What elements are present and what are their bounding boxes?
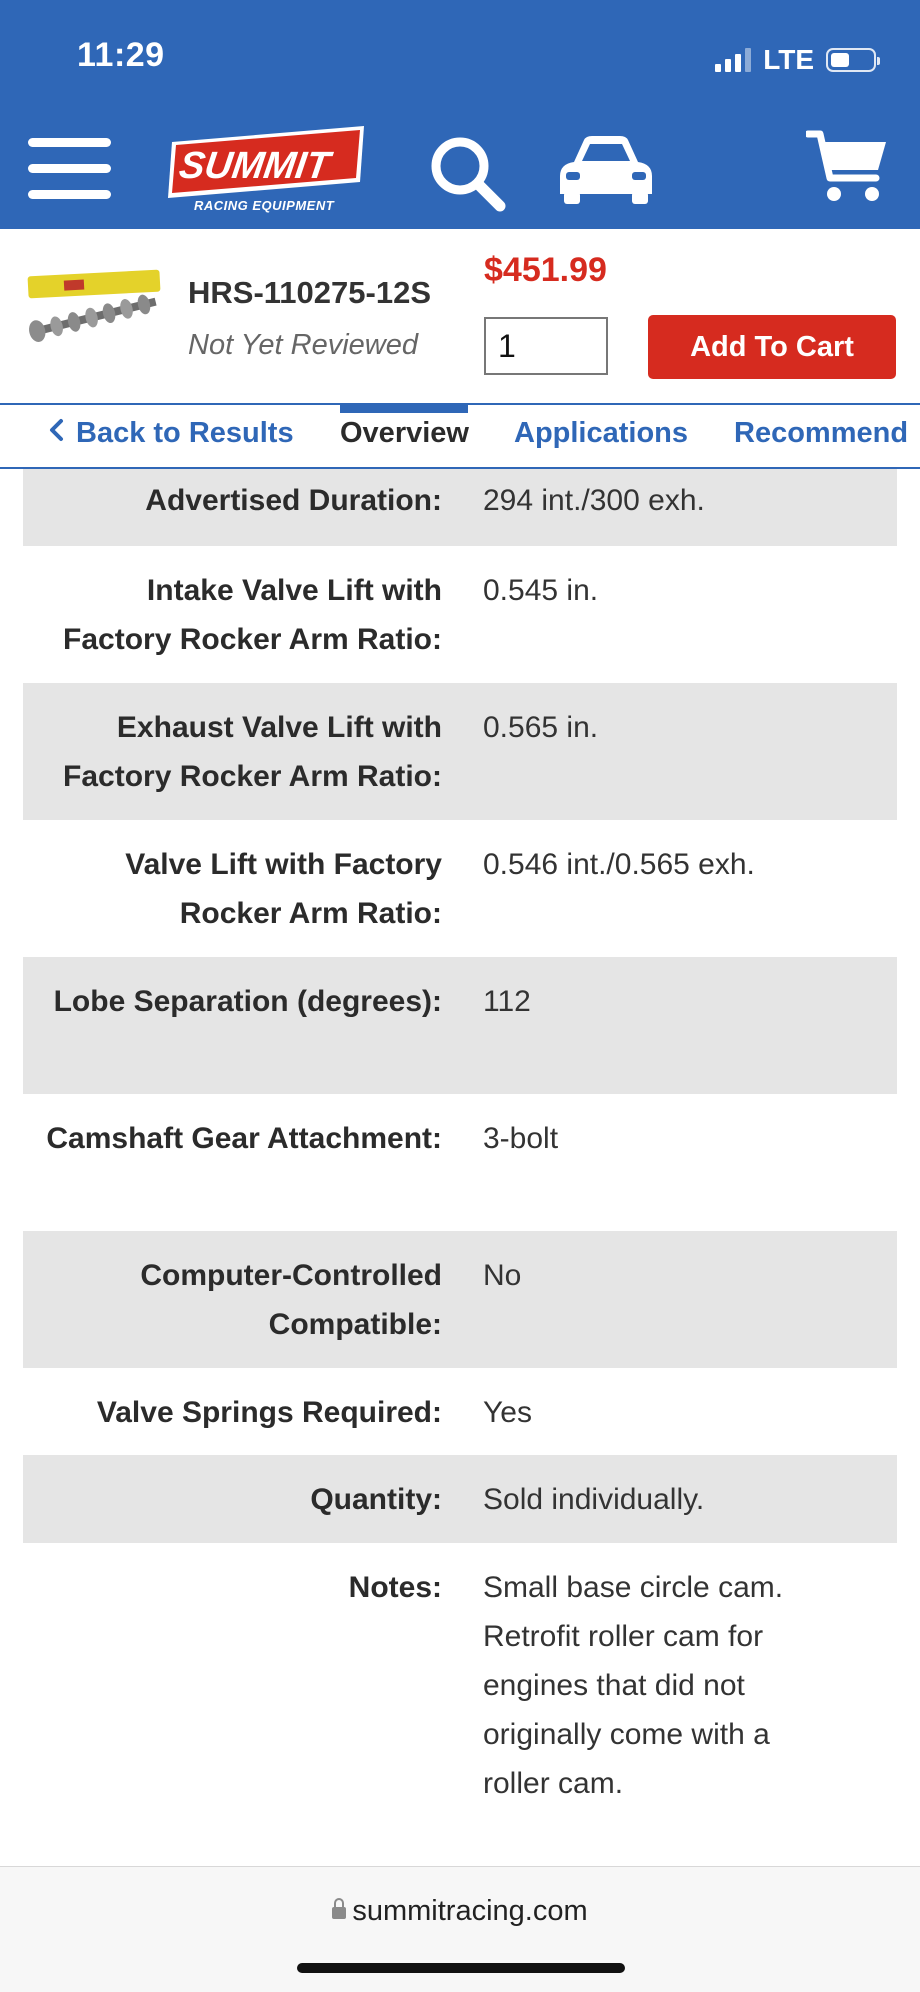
spec-row	[23, 1368, 897, 1455]
app-header	[0, 0, 920, 229]
tab-applications[interactable]: Applications	[514, 417, 689, 449]
spec-label: Notes:	[348, 1571, 442, 1604]
summit-logo[interactable]	[164, 120, 374, 216]
spec-row	[23, 1455, 897, 1543]
car-icon[interactable]	[556, 132, 656, 204]
spec-label: Camshaft Gear Attachment:	[46, 1122, 442, 1155]
tab-overview[interactable]: Overview	[340, 417, 469, 449]
spec-label: Exhaust Valve Lift with Factory Rocker Arm Ratio:	[63, 711, 442, 793]
add-to-cart-button[interactable]: Add To Cart	[648, 315, 896, 379]
hamburger-menu-icon[interactable]	[28, 138, 111, 200]
battery-icon	[826, 48, 876, 72]
spec-value: 0.545 in.	[483, 574, 599, 607]
spec-value: Small base circle cam. Retrofit roller cam for engines that did not originally come with a roller cam.	[483, 1571, 784, 1800]
spec-row	[23, 957, 897, 1094]
quantity-input[interactable]	[484, 317, 608, 375]
logo-sub-text: RACING EQUIPMENT	[194, 198, 335, 213]
spec-row	[23, 469, 897, 546]
home-indicator[interactable]	[297, 1963, 625, 1973]
spec-value: Yes	[483, 1396, 532, 1429]
spec-value: 0.565 in.	[483, 711, 599, 744]
spec-label: Quantity:	[310, 1483, 442, 1516]
product-price: $451.99	[484, 251, 607, 289]
back-label: Back to Results	[76, 417, 294, 449]
cell-signal-icon	[715, 48, 751, 72]
spec-value: No	[483, 1259, 522, 1292]
tab-recommended[interactable]: Recommend	[734, 417, 909, 449]
spec-value: Sold individually.	[483, 1483, 705, 1516]
product-summary	[0, 229, 920, 403]
product-thumbnail[interactable]	[24, 269, 164, 349]
spec-table	[23, 469, 897, 1823]
spec-value: 112	[483, 985, 531, 1018]
spec-label: Valve Lift with Factory Rocker Arm Ratio:	[125, 848, 442, 930]
cart-icon[interactable]	[806, 128, 888, 208]
status-indicators	[715, 42, 876, 78]
spec-value: 294 int./300 exh.	[483, 484, 705, 517]
search-icon[interactable]	[428, 136, 508, 212]
spec-value: 0.546 int./0.565 exh.	[483, 848, 755, 881]
browser-url-bar[interactable]	[0, 1866, 920, 1992]
spec-value: 3-bolt	[483, 1122, 559, 1155]
spec-row	[23, 1543, 897, 1823]
spec-label: Advertised Duration:	[145, 484, 442, 517]
spec-label: Computer-Controlled Compatible:	[140, 1259, 442, 1341]
product-tabs	[0, 403, 920, 469]
review-status[interactable]: Not Yet Reviewed	[188, 329, 418, 361]
logo-main-text: SUMMIT	[176, 144, 333, 187]
spec-row	[23, 683, 897, 820]
spec-row	[23, 1094, 897, 1231]
url-display[interactable]	[0, 1895, 920, 1928]
network-label: LTE	[763, 44, 814, 75]
active-tab-indicator	[340, 405, 468, 413]
chevron-left-icon	[48, 418, 64, 442]
lock-icon	[332, 1907, 346, 1919]
url-text: summitracing.com	[352, 1895, 588, 1927]
status-time: 11:29	[77, 36, 165, 74]
spec-label: Intake Valve Lift with Factory Rocker Arm Ratio:	[63, 574, 442, 656]
product-sku: HRS-110275-12S	[188, 275, 431, 310]
spec-label: Valve Springs Required:	[96, 1396, 442, 1429]
back-to-results-link[interactable]	[48, 417, 294, 450]
spec-row	[23, 820, 897, 957]
spec-row	[23, 546, 897, 683]
spec-label: Lobe Separation (degrees):	[53, 985, 442, 1018]
spec-row	[23, 1231, 897, 1368]
